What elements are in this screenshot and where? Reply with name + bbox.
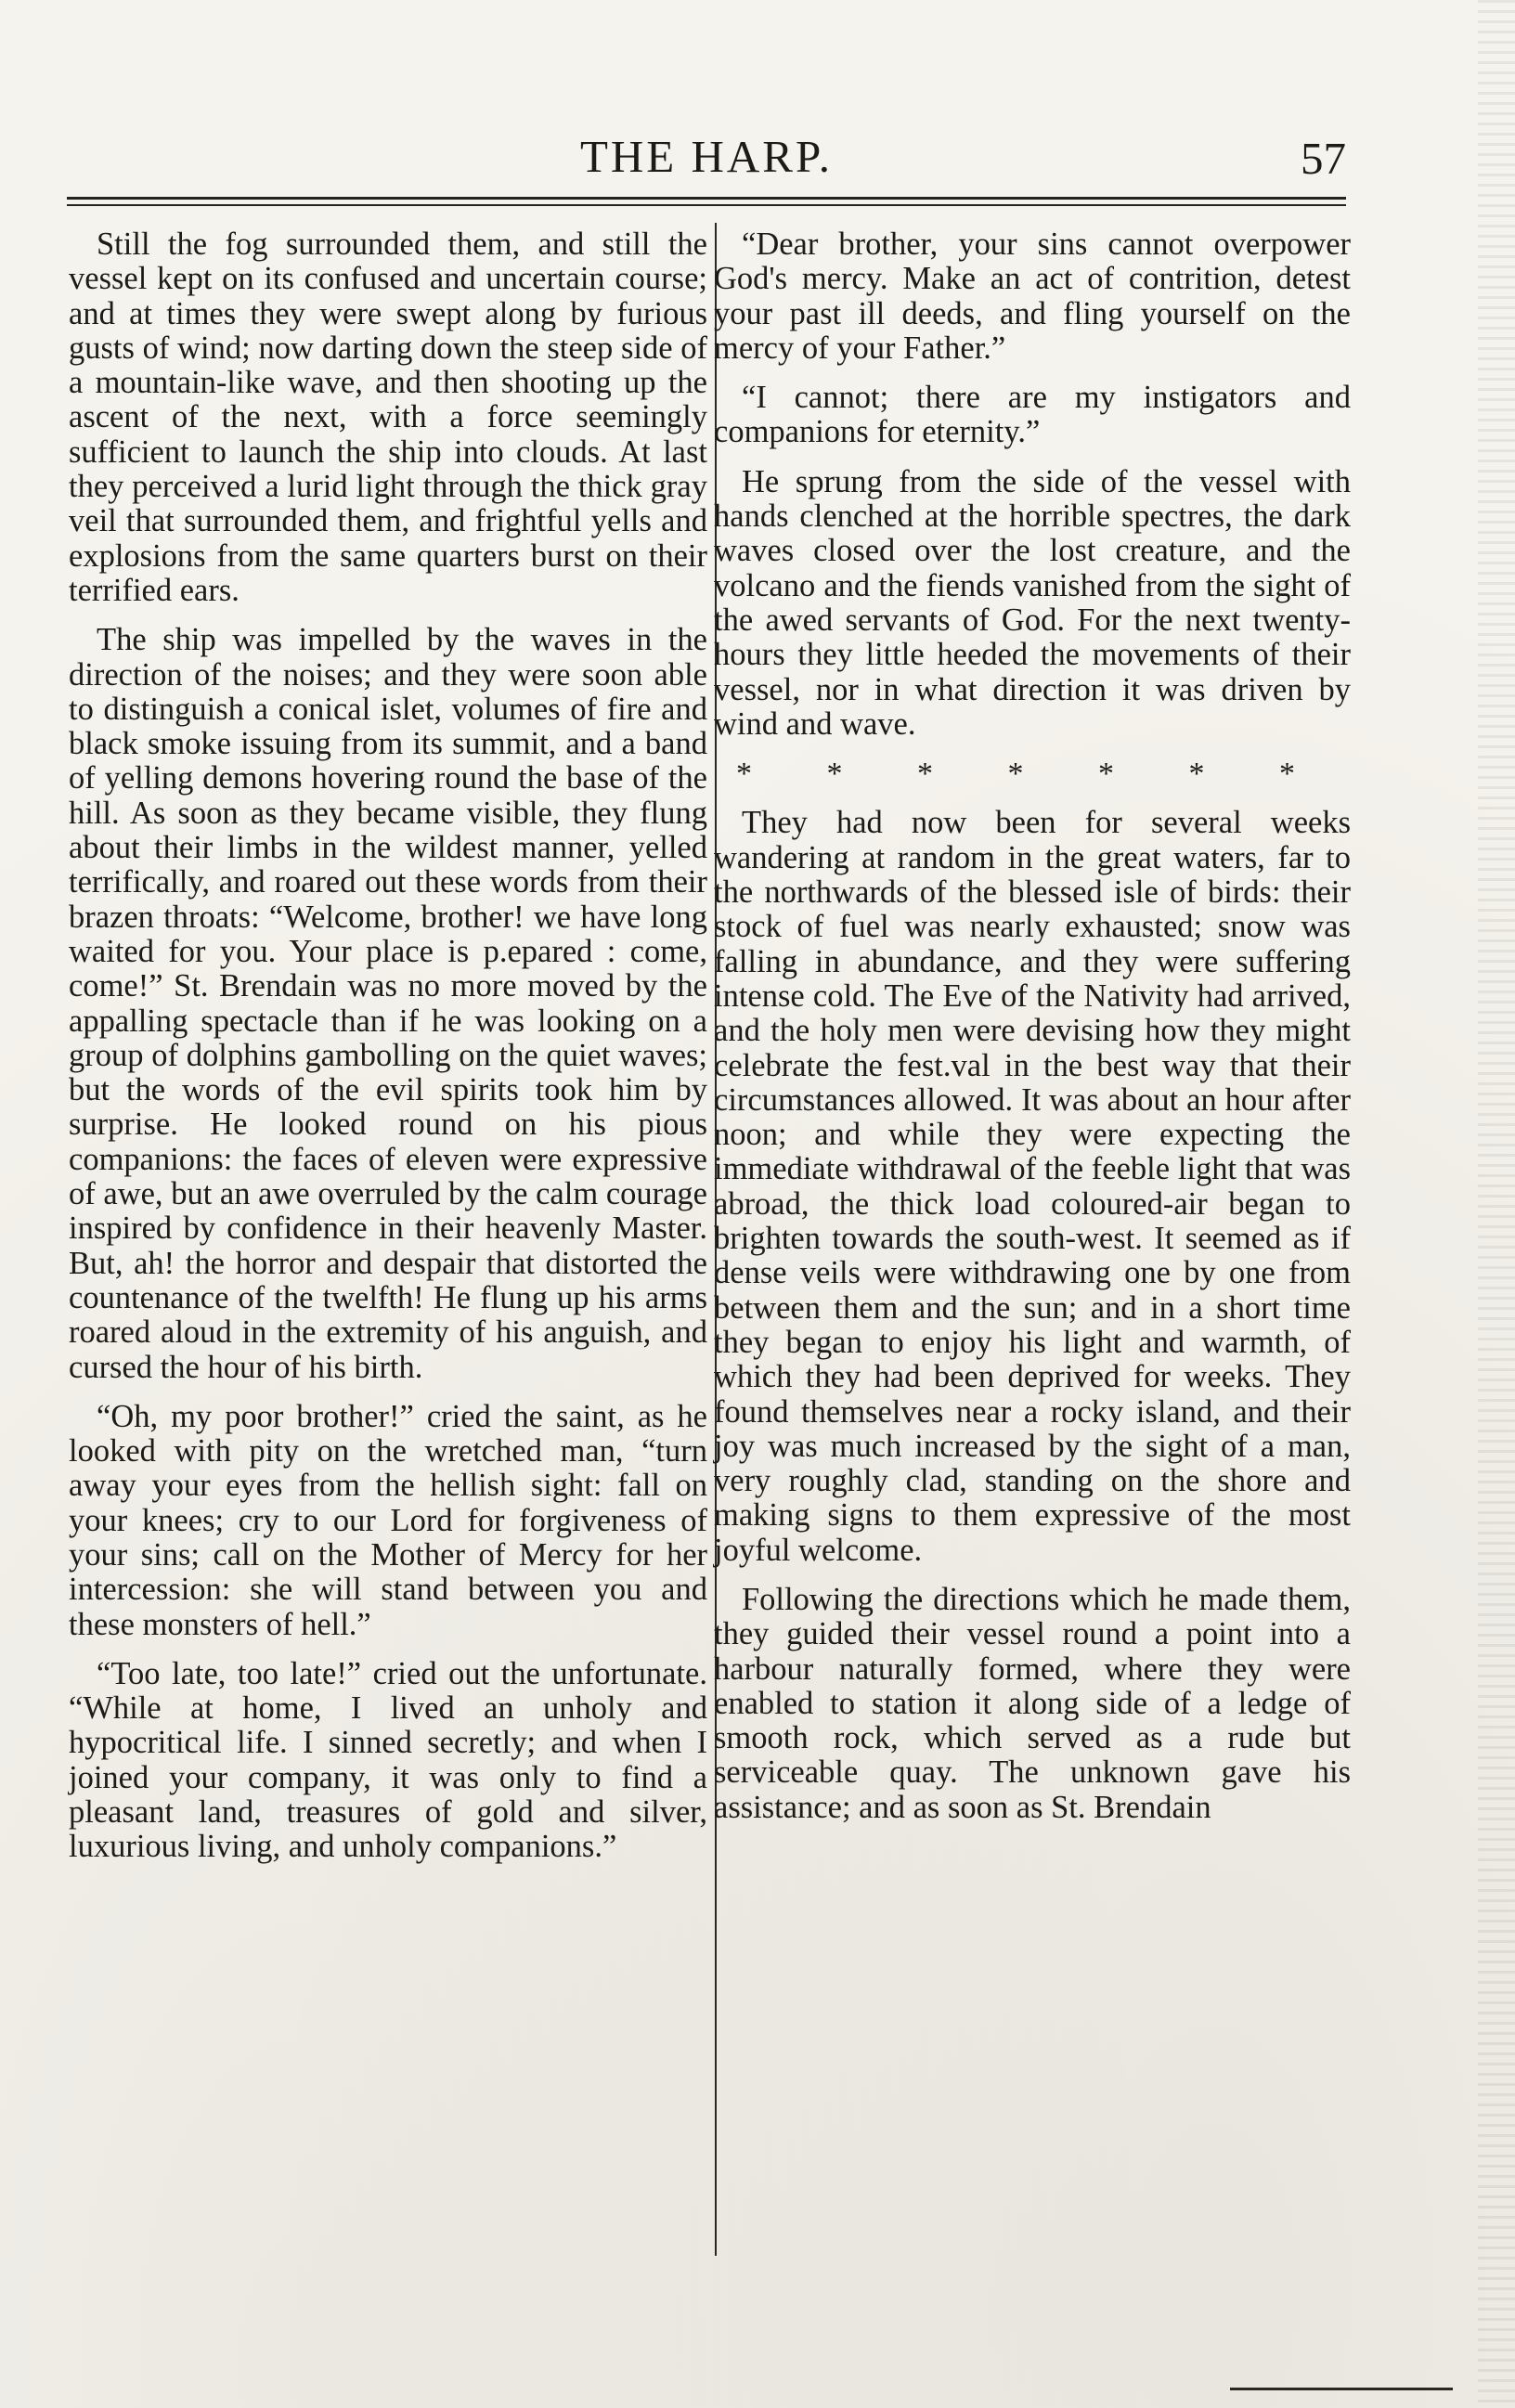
footer-rule — [1230, 2388, 1453, 2390]
paragraph: Following the directions which he made them, they guided their vessel round a point into a harbour naturally formed, where they were enabled to station it along side of a ledge of smooth rock, which served as a rude but serviceable quay. The unknown gave his assistance; and as soon as St. Brendain — [714, 1581, 1351, 1825]
page-title: THE HARP. — [579, 131, 834, 182]
page-number: 57 — [1301, 133, 1346, 184]
paragraph: He sprung from the side of the vessel with hands clenched at the horrible spectres, the dark waves closed over the lost creature, and the volcano and the fiends vanished from the sight of the awed servants of God. For the next twenty-hours they little heeded the movements of their vessel, nor in what direction it was driven by wind and wave. — [714, 463, 1351, 742]
paragraph: They had now been for several weeks wandering at random in the great waters, far to the northwards of the blessed isle of birds: their stock of fuel was nearly exhausted; snow was falling in abundance, and they were suffering intense cold. The Eve of the Nativity had arrived, and the holy men were devising how they might celebrate the fest.val in the best way that their circumstances allowed. It was about an hour after noon; and while they were expecting the immediate withdrawal of the feeble light that was abroad, the thick load coloured-air began to brighten towards the south-west. It seemed as if dense veils were withdrawing one by one from between them and the sun; and in a short time they began to enjoy his light and warmth, of which they had been deprived for weeks. They found themselves near a rocky island, and their joy was much increased by the sight of a man, very roughly clad, standing on the shore and making signs to them expressive of the most joyful welcome. — [714, 805, 1351, 1568]
header-rule-thin — [67, 204, 1346, 206]
paragraph: “Dear brother, your sins cannot overpower God's mercy. Make an act of contrition, detest your past ill deeds, and fling yourself on the mercy of your Father.” — [714, 227, 1351, 366]
paragraph: Still the fog surrounded them, and still the vessel kept on its confused and uncertain course; and at times they were swept along by furious gusts of wind; now darting down the steep side of a mountain-like wave, and then shooting up the ascent of the next, with a force seemingly sufficient to launch the ship into clouds. At last they perceived a lurid light through the thick gray veil that surrounded them, and frightful yells and explosions from the same quarters burst on their terrified ears. — [69, 227, 707, 608]
header-rule-thick — [67, 197, 1346, 200]
paragraph: “Oh, my poor brother!” cried the saint, as he looked with pity on the wretched man, “turn away your eyes from the hellish sight: fall on your knees; cry to our Lord for forgiveness of your sins; call on the Mother of Mercy for her intercession: she will stand between you and these monsters of hell.” — [69, 1398, 707, 1642]
page-header — [67, 130, 1346, 195]
right-column — [708, 227, 1351, 1840]
paragraph: “I cannot; there are my instigators and companions for eternity.” — [714, 380, 1351, 450]
scan-edge-noise — [1478, 0, 1515, 2408]
paragraph: “Too late, too late!” cried out the unfortunate. “While at home, I lived an unholy and hypocritical life. I sinned secretly; and when I joined your company, it was only to find a pleasant land, treasures of gold and silver, luxurious living, and unholy companions.” — [69, 1655, 707, 1865]
paragraph: The ship was impelled by the waves in the direction of the noises; and they were soon able to distinguish a conical islet, volumes of fire and black smoke issuing from its summit, and a band of yelling demons hovering round the base of the hill. As soon as they became visible, they flung about their limbs in the wildest manner, yelled terrifically, and roared out these words from their brazen throats: “Welcome, brother! we have long waited for you. Your place is p.epared : come, come!” St. Brendain was no more moved by the appalling spectacle than if he was looking on a group of dolphins gambolling on the quiet waves; but the words of the evil spirits took him by surprise. He looked round on his pious companions: the faces of eleven were expressive of awe, but an awe overruled by the calm courage inspired by confidence in their heavenly Master. But, ah! the horror and despair that distorted the countenance of the twelfth! He flung up his arms roared aloud in the extremity of his anguish, and cursed the hour of his birth. — [69, 622, 707, 1385]
section-separator: * * * * * * * — [736, 757, 1328, 792]
left-column — [69, 227, 707, 1880]
